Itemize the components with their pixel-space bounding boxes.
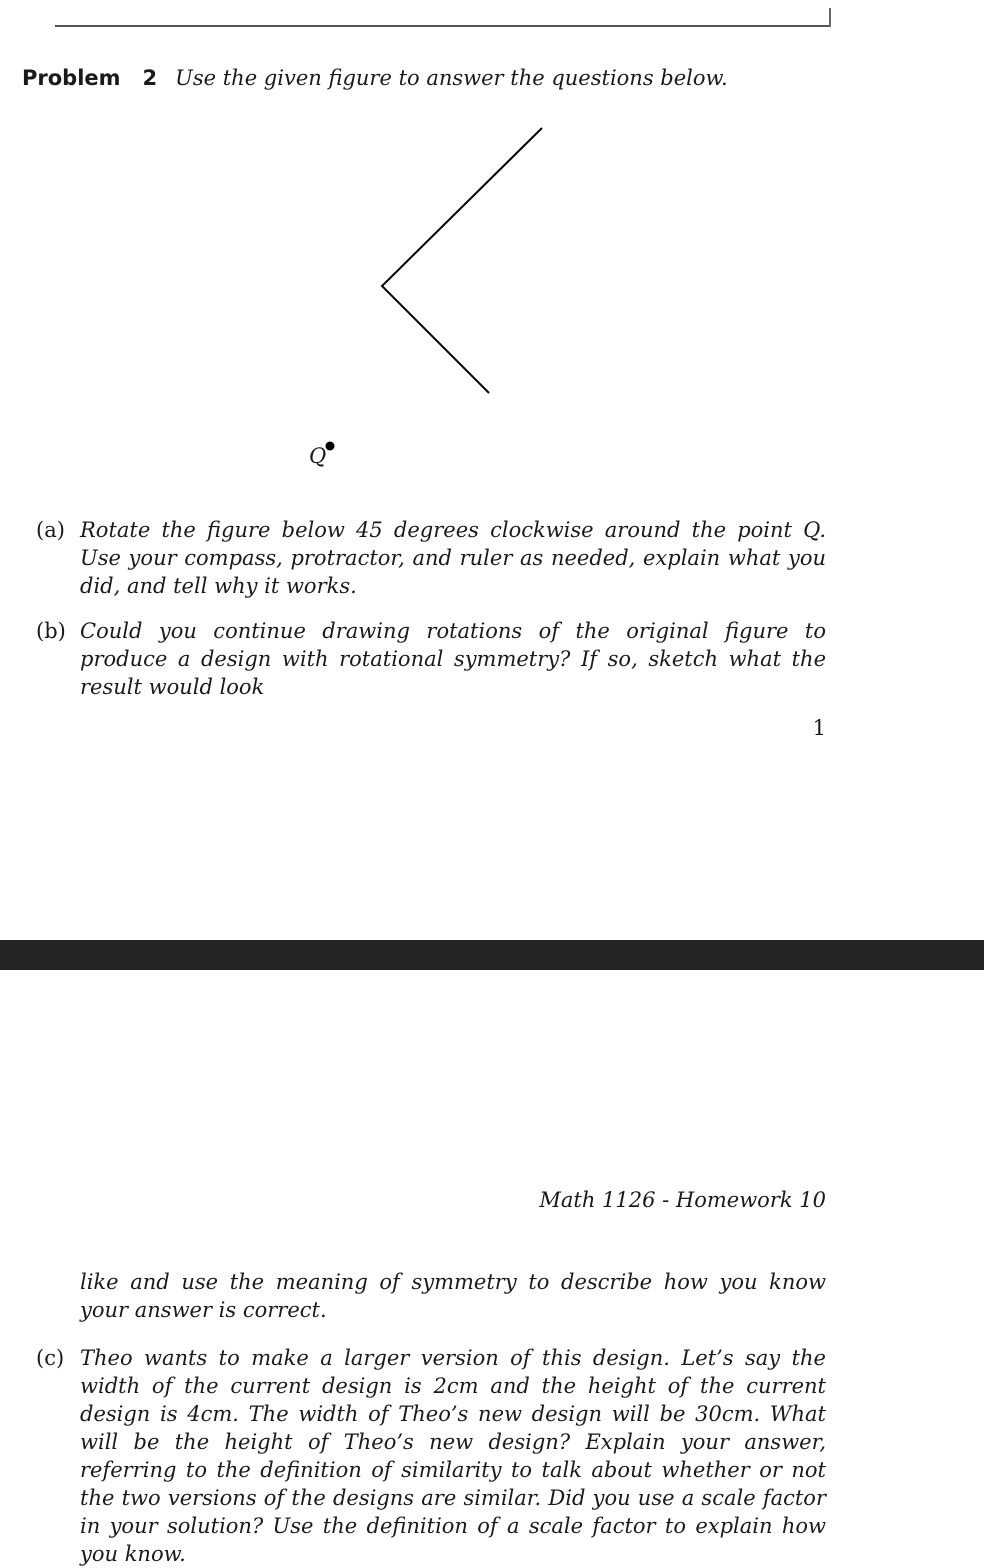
page-number: 1 [812, 716, 826, 740]
part-b-continued [36, 1268, 826, 1324]
problem-word: Problem [22, 66, 121, 90]
angle-figure [0, 0, 984, 500]
part-b-continued-text: like and use the meaning of symmetry to describe how you know your answer is correct. [80, 1270, 826, 1322]
part-b-label: (b) [36, 619, 66, 643]
problem-number: 2 [142, 66, 158, 90]
point-q-dot [326, 442, 335, 451]
page-break-bar [0, 940, 984, 970]
part-a-text: Rotate the figure below 45 degrees clockwise around the point Q. Use your compass, protractor, and ruler as needed, explain what you did, and tell why it works. [80, 518, 826, 598]
part-a-label: (a) [36, 518, 65, 542]
part-b [36, 617, 826, 701]
part-b-text: Could you continue drawing rotations of the original figure to produce a design with rotational symmetry? If so, sketch what the result would look [80, 619, 826, 699]
problem-instruction: Use the given figure to answer the questions below. [175, 66, 728, 90]
angle-figure-lines [382, 128, 542, 393]
part-c [36, 1344, 826, 1568]
part-c-label: (c) [36, 1346, 65, 1370]
part-c-text: Theo wants to make a larger version of this design. Let’s say the width of the current design is 2cm and the height of the current design is 4cm. The width of Theo’s new design will be 30cm. What will be the height of Theo’s new design? Explain your answer, referring to the definition of similarity to talk about whether or not the two versions of the designs are similar. Did you use a scale factor in your solution? Use the definition of a scale factor to explain how you know. [80, 1346, 826, 1566]
running-header: Math 1126 - Homework 10 [539, 1188, 826, 1212]
part-a [36, 516, 826, 600]
point-q-label: Q [309, 444, 327, 468]
